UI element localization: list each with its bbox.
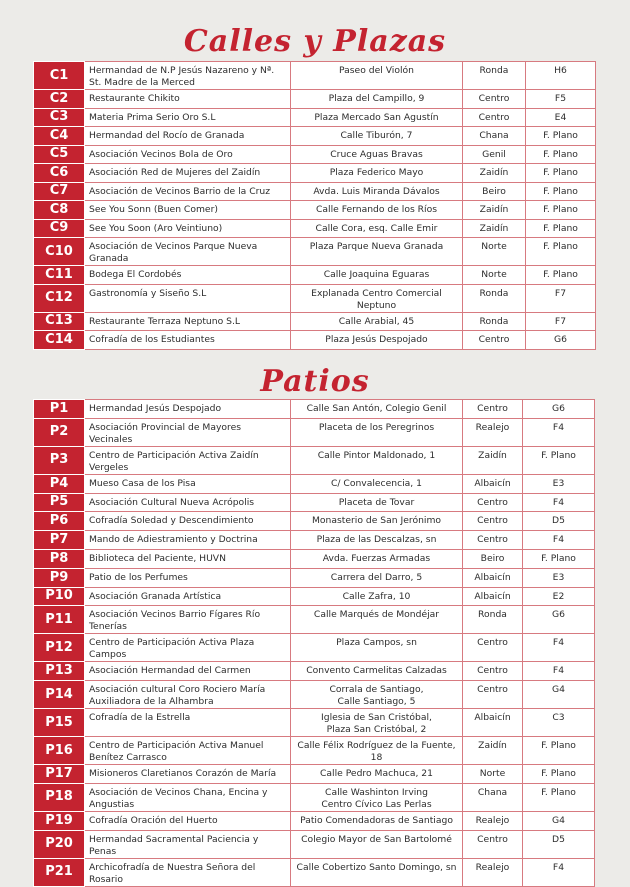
venue-address-line: Corrala de Santiago, (329, 684, 424, 696)
venue-address-line: Iglesia de San Cristóbal, (321, 712, 432, 724)
venue-zone: Zaidín (463, 219, 526, 238)
venue-map-ref: G4 (523, 681, 595, 709)
venue-map-ref: F. Plano (523, 446, 595, 474)
venue-code: P3 (34, 446, 85, 474)
venue-zone: Centro (463, 830, 523, 858)
venue-code: P9 (34, 568, 85, 587)
venue-name: Asociación Cultural Nueva Acrópolis (85, 493, 291, 512)
venue-map-ref: G6 (523, 400, 595, 419)
venue-name: Hermandad Sacramental Paciencia y Penas (85, 830, 291, 858)
venue-name: See You Sonn (Buen Comer) (85, 201, 291, 220)
venue-address (291, 108, 463, 127)
venue-address-line: Plaza Parque Nueva Granada (309, 241, 444, 252)
venue-address-line: C/ Convalecencia, 1 (330, 477, 422, 489)
venue-address (291, 400, 463, 419)
venue-code: P2 (34, 418, 85, 446)
venue-map-ref: E2 (523, 587, 595, 606)
venue-code: P20 (34, 830, 85, 858)
venue-zone: Centro (463, 531, 523, 550)
venue-address (291, 512, 463, 531)
venue-code: C14 (34, 331, 85, 350)
venue-zone: Albaicín (463, 709, 523, 737)
venue-code: P12 (34, 634, 85, 662)
venue-address (291, 201, 463, 220)
venue-address (291, 634, 463, 662)
venue-address-line: Calle Félix Rodríguez de la Fuente, 18 (297, 740, 456, 764)
venue-code: P6 (34, 512, 85, 531)
venue-map-ref: E4 (526, 108, 596, 127)
table-row (34, 549, 595, 568)
venue-map-ref: F. Plano (523, 737, 595, 765)
venue-name: Asociación de Vecinos Barrio de la Cruz (85, 182, 291, 201)
venue-code: P13 (34, 662, 85, 681)
venue-address-line: Calle Arabial, 45 (338, 315, 415, 327)
venue-address (291, 531, 463, 550)
table-row (34, 634, 595, 662)
venue-name: Asociación Provincial de Mayores Vecinales (85, 418, 291, 446)
table-row (34, 108, 596, 127)
venue-address (291, 587, 463, 606)
venue-zone: Beiro (463, 549, 523, 568)
venue-zone: Centro (463, 662, 523, 681)
venue-code: C4 (34, 127, 85, 146)
venue-address-line: Carrera del Darro, 5 (330, 571, 423, 583)
venue-address (291, 568, 463, 587)
venue-address-line: Avda. Fuerzas Armadas (322, 552, 431, 564)
venue-code: P14 (34, 681, 85, 709)
venue-address (291, 90, 463, 109)
table-row (34, 219, 596, 238)
venue-zone: Zaidín (463, 446, 523, 474)
venue-name: Hermandad de N.P Jesús Nazareno y Nª. St. Madre de la Merced (85, 62, 291, 90)
table-row (34, 418, 595, 446)
venue-address-line: Placeta de los Peregrinos (318, 421, 435, 433)
venue-zone: Zaidín (463, 737, 523, 765)
venue-address (291, 474, 463, 493)
venue-zone: Realejo (463, 418, 523, 446)
venue-zone: Centro (463, 331, 526, 350)
venue-address (291, 331, 463, 350)
venue-zone: Chana (463, 783, 523, 811)
venue-address-line: Plaza Campos, sn (336, 637, 417, 649)
venue-code: C1 (34, 62, 85, 90)
venue-address-line: Calle San Antón, Colegio Genil (306, 403, 447, 414)
venue-zone: Chana (463, 127, 526, 146)
table-row (34, 765, 595, 784)
venue-map-ref: F. Plano (526, 145, 596, 164)
venue-code: C7 (34, 182, 85, 201)
venue-address (291, 662, 463, 681)
venue-address (291, 493, 463, 512)
venue-zone: Ronda (463, 62, 526, 90)
venue-zone: Norte (463, 765, 523, 784)
table-row (34, 681, 595, 709)
venue-address (291, 284, 463, 312)
venue-zone: Zaidín (463, 164, 526, 183)
table-row (34, 493, 595, 512)
venue-address-line: Placeta de Tovar (338, 496, 415, 508)
venue-zone: Ronda (463, 606, 523, 634)
venue-address-line: Explanada Centro Comercial Neptuno (311, 287, 442, 311)
venue-address-line: Monasterio de San Jerónimo (311, 515, 442, 527)
venue-name: Asociación Vecinos Barrio Fígares Río Tenerías (85, 606, 291, 634)
venue-name: Restaurante Terraza Neptuno S.L (85, 312, 291, 331)
venue-address (291, 266, 463, 285)
venue-name: See You Soon (Aro Veintiuno) (85, 219, 291, 238)
venue-name: Centro de Participación Activa Plaza Campos (85, 634, 291, 662)
venue-address (291, 858, 463, 886)
venue-zone: Realejo (463, 811, 523, 830)
table-row (34, 811, 595, 830)
venue-map-ref: F. Plano (526, 266, 596, 285)
venue-address-line: Plaza Federico Mayo (329, 167, 424, 178)
table-row (34, 62, 596, 90)
table-row (34, 90, 596, 109)
venue-map-ref: E3 (523, 568, 595, 587)
venue-map-ref: G6 (526, 331, 596, 350)
venue-address (291, 238, 463, 266)
venue-address (291, 606, 463, 634)
venue-name: Patio de los Perfumes (85, 568, 291, 587)
table-row (34, 238, 596, 266)
venue-map-ref: F. Plano (526, 201, 596, 220)
venue-map-ref: F5 (526, 90, 596, 109)
table-row (34, 783, 595, 811)
venue-code: P8 (34, 549, 85, 568)
venue-name: Centro de Participación Activa Zaidín Vergeles (85, 446, 291, 474)
table-row (34, 709, 595, 737)
venue-map-ref: F. Plano (526, 219, 596, 238)
table-row (34, 512, 595, 531)
venue-zone: Centro (463, 681, 523, 709)
venue-address-line: Calle Washinton Irving (325, 786, 428, 798)
venue-address (291, 681, 463, 709)
table-row (34, 830, 595, 858)
table-row (34, 284, 596, 312)
venue-zone: Genil (463, 145, 526, 164)
venue-address-line: Calle Pintor Maldonado, 1 (317, 449, 436, 461)
venue-map-ref: F. Plano (526, 238, 596, 266)
venue-address-line-2: Calle Santiago, 5 (337, 696, 416, 708)
venue-name: Archicofradía de Nuestra Señora del Rosario (85, 858, 291, 886)
venue-code: C12 (34, 284, 85, 312)
table-row (34, 182, 596, 201)
venue-address (291, 765, 463, 784)
venue-address-line: Plaza de las Descalzas, sn (316, 534, 437, 546)
section-title-calles: Calles y Plazas (183, 24, 447, 59)
calles-table (33, 61, 596, 350)
venue-name: Biblioteca del Paciente, HUVN (85, 549, 291, 568)
venue-address-line: Calle Cobertizo Santo Domingo, sn (296, 861, 457, 873)
venue-map-ref: G4 (523, 811, 595, 830)
venue-address-line: Convento Carmelitas Calzadas (306, 665, 447, 677)
venue-name: Materia Prima Serio Oro S.L (85, 108, 291, 127)
venue-address-line: Calle Joaquina Eguaras (323, 269, 430, 280)
venue-code: P7 (34, 531, 85, 550)
venue-zone: Ronda (463, 284, 526, 312)
table-row (34, 266, 596, 285)
venue-map-ref: F4 (523, 531, 595, 550)
table-row (34, 568, 595, 587)
venue-zone: Albaicín (463, 587, 523, 606)
venue-map-ref: H6 (526, 62, 596, 90)
venue-address (291, 549, 463, 568)
venue-address (291, 811, 463, 830)
venue-address-line-2: Centro Cívico Las Perlas (321, 798, 432, 810)
venue-map-ref: F7 (526, 312, 596, 331)
venue-map-ref: F. Plano (523, 549, 595, 568)
venue-map-ref: F7 (526, 284, 596, 312)
table-row (34, 587, 595, 606)
venue-code: P17 (34, 765, 85, 784)
venue-code: P11 (34, 606, 85, 634)
venue-code: P5 (34, 493, 85, 512)
venue-map-ref: F4 (523, 662, 595, 681)
venue-map-ref: F4 (523, 634, 595, 662)
table-row (34, 606, 595, 634)
venue-address-line: Calle Tiburón, 7 (340, 130, 413, 141)
venue-name: Hermandad del Rocío de Granada (85, 127, 291, 146)
venue-code: C11 (34, 266, 85, 285)
venue-address (291, 312, 463, 331)
venue-map-ref: E3 (523, 474, 595, 493)
venue-map-ref: F4 (523, 858, 595, 886)
venue-name: Asociación de Vecinos Chana, Encina y Angustias (85, 783, 291, 811)
venue-code: C5 (34, 145, 85, 164)
venue-map-ref: F4 (523, 493, 595, 512)
venue-map-ref: F. Plano (526, 182, 596, 201)
venue-code: C6 (34, 164, 85, 183)
venue-name: Restaurante Chikito (85, 90, 291, 109)
venue-name: Asociación Red de Mujeres del Zaidín (85, 164, 291, 183)
venue-address-line: Colegio Mayor de San Bartolomé (301, 833, 452, 845)
venue-zone: Centro (463, 400, 523, 419)
venue-code: C2 (34, 90, 85, 109)
venue-address-line: Calle Cora, esq. Calle Emir (315, 222, 438, 234)
patios-table (33, 399, 595, 887)
venue-name: Cofradía de la Estrella (85, 709, 291, 737)
venue-map-ref: D5 (523, 830, 595, 858)
venue-name: Centro de Participación Activa Manuel Benítez Carrasco (85, 737, 291, 765)
venue-map-ref: F. Plano (523, 783, 595, 811)
venue-code: P18 (34, 783, 85, 811)
section-title-patios: Patios (260, 364, 370, 399)
table-row (34, 400, 595, 419)
venue-map-ref: F4 (523, 418, 595, 446)
venue-map-ref: C3 (523, 709, 595, 737)
venue-name: Asociación Vecinos Bola de Oro (85, 145, 291, 164)
venue-code: P10 (34, 587, 85, 606)
venue-code: P15 (34, 709, 85, 737)
table-row (34, 127, 596, 146)
venue-address-line: Patio Comendadoras de Santiago (300, 814, 453, 826)
venue-map-ref: F. Plano (526, 164, 596, 183)
venue-address (291, 127, 463, 146)
venue-code: P4 (34, 474, 85, 493)
venue-address (291, 164, 463, 183)
table-row (34, 662, 595, 681)
table-row (34, 446, 595, 474)
venue-address-line: Calle Fernando de los Ríos (315, 204, 438, 215)
table-row (34, 201, 596, 220)
venue-name: Bodega El Cordobés (85, 266, 291, 285)
venue-address-line: Calle Pedro Machuca, 21 (319, 768, 433, 780)
venue-address-line: Paseo del Violón (339, 65, 414, 76)
venue-address (291, 219, 463, 238)
venue-code: C9 (34, 219, 85, 238)
table-row (34, 737, 595, 765)
venue-address-line: Calle Zafra, 10 (342, 590, 411, 602)
venue-name: Misioneros Claretianos Corazón de María (85, 765, 291, 784)
venue-name: Asociación cultural Coro Rociero María Auxiliadora de la Alhambra (85, 681, 291, 709)
venue-zone: Centro (463, 90, 526, 109)
venue-name: Asociación Granada Artística (85, 587, 291, 606)
venue-name: Asociación Hermandad del Carmen (85, 662, 291, 681)
venue-name: Gastronomía y Siseño S.L (85, 284, 291, 312)
table-row (34, 474, 595, 493)
table-row (34, 858, 595, 886)
venue-map-ref: D5 (523, 512, 595, 531)
venue-zone: Norte (463, 238, 526, 266)
venue-name: Cofradía Oración del Huerto (85, 811, 291, 830)
venue-address (291, 709, 463, 737)
venue-address-line: Plaza Jesús Despojado (325, 334, 428, 345)
venue-address-line-2: Plaza San Cristóbal, 2 (326, 724, 427, 736)
venue-address (291, 446, 463, 474)
venue-zone: Centro (463, 634, 523, 662)
venue-map-ref: F. Plano (523, 765, 595, 784)
venue-address-line: Plaza del Campillo, 9 (328, 93, 425, 104)
venue-name: Cofradía Soledad y Descendimiento (85, 512, 291, 531)
table-row (34, 531, 595, 550)
venue-address (291, 783, 463, 811)
table-row (34, 145, 596, 164)
venue-address (291, 182, 463, 201)
venue-address-line: Cruce Aguas Bravas (330, 148, 423, 160)
venue-code: C8 (34, 201, 85, 220)
venue-name: Mueso Casa de los Pisa (85, 474, 291, 493)
venue-code: C3 (34, 108, 85, 127)
venue-code: P16 (34, 737, 85, 765)
venue-address (291, 418, 463, 446)
venue-address-line: Plaza Mercado San Agustín (314, 111, 439, 123)
venue-name: Mando de Adiestramiento y Doctrina (85, 531, 291, 550)
venue-name: Hermandad Jesús Despojado (85, 400, 291, 419)
venue-address (291, 737, 463, 765)
venue-zone: Realejo (463, 858, 523, 886)
venue-zone: Beiro (463, 182, 526, 201)
venue-code: P1 (34, 400, 85, 419)
venue-name: Asociación de Vecinos Parque Nueva Granada (85, 238, 291, 266)
venue-address-line: Calle Marqués de Mondéjar (313, 609, 440, 621)
table-row (34, 164, 596, 183)
venue-zone: Centro (463, 108, 526, 127)
venue-zone: Albaicín (463, 568, 523, 587)
venue-code: P19 (34, 811, 85, 830)
venue-zone: Zaidín (463, 201, 526, 220)
venue-map-ref: F. Plano (526, 127, 596, 146)
venue-code: C10 (34, 238, 85, 266)
venue-address (291, 145, 463, 164)
venue-code: C13 (34, 312, 85, 331)
venue-zone: Centro (463, 512, 523, 531)
venue-code: P21 (34, 858, 85, 886)
venue-name: Cofradía de los Estudiantes (85, 331, 291, 350)
venue-zone: Ronda (463, 312, 526, 331)
venue-address (291, 830, 463, 858)
venue-zone: Centro (463, 493, 523, 512)
venue-address-line: Avda. Luis Miranda Dávalos (313, 185, 440, 197)
table-row (34, 312, 596, 331)
venue-zone: Albaicín (463, 474, 523, 493)
venue-address (291, 62, 463, 90)
venue-map-ref: G6 (523, 606, 595, 634)
venue-zone: Norte (463, 266, 526, 285)
table-row (34, 331, 596, 350)
